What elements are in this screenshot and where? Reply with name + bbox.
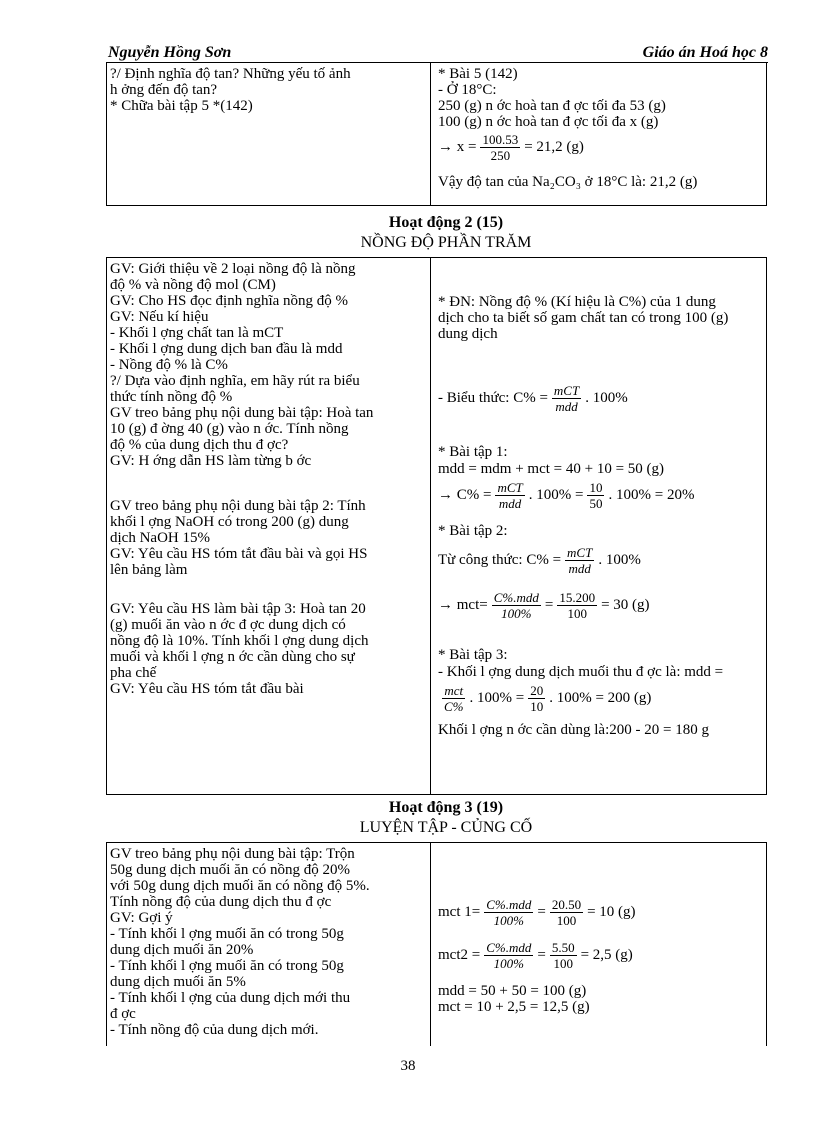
text-line: dung dịch muối ăn 5% [110,974,246,990]
text-line: độ % và nồng độ mol (CM) [110,277,276,293]
table1-divider [430,63,431,205]
table3-divider [430,842,431,1046]
activity3-title: Hoạt động 3 (19) [388,799,504,816]
table2-right-border [766,257,767,794]
text: Từ công thức: C% = [438,552,562,568]
text-line: 250 (g) n ớc hoà tan đ ợc tối đa 53 (g) [438,98,666,114]
eq-prefix: → x = [438,139,477,155]
text-line: GV: Cho HS đọc định nghĩa nồng độ % [110,293,349,309]
exercise3-line2 [438,683,651,714]
fraction [550,897,583,928]
text-line: - Tính khối l ợng muối ăn có trong 50g [110,958,344,974]
text-line: dung dịch [438,326,498,342]
fraction-denominator: 100 [556,913,577,928]
text-line: 50g dung dịch muối ăn có nồng độ 20% [110,862,350,878]
exercise1-title: * Bài tập 1: [438,444,508,460]
text-line: - Nồng độ % là C% [110,357,228,373]
fraction-denominator: 100% [501,606,532,621]
text-line: * Chữa bài tập 5 *(142) [110,98,253,114]
text-line: - Tính nồng độ của dung dịch mới. [110,1022,319,1038]
text: = [537,947,546,963]
fraction [484,897,533,928]
table2-bottom-border [106,794,767,795]
activity3-subtitle: LUYỆN TẬP - CỦNG CỐ [359,819,533,836]
fraction-numerator: 10 [589,480,603,495]
text-line: lên bảng làm [110,562,188,578]
table1-right-border [766,63,767,205]
text: = 30 (g) [601,597,650,613]
section2-left-c [110,601,368,697]
section2-left-b [110,498,367,578]
text-line: GV: Nếu kí hiệu [110,309,209,325]
fraction [480,132,520,163]
table1-bottom-border [106,205,767,206]
mixing-line2 [438,940,633,971]
fraction-denominator: mdd [568,561,591,576]
definition [438,294,728,342]
text-line: GV: Yêu cầu HS làm bài tập 3: Hoà tan 20 [110,601,366,617]
table2-left-border [106,257,107,794]
text-line: - Tính khối l ợng của dung dịch mới thu [110,990,351,1006]
text-line: (g) muối ăn vào n ớc đ ợc dung dịch có [110,617,346,633]
section1-left [110,66,351,114]
fraction-denominator: 100 [553,956,573,971]
table3-left-border [106,842,107,1046]
section3-left [110,846,370,1038]
fraction [528,683,545,714]
text-line: GV: Gợi ý [110,910,173,926]
text-line: GV: Giới thiệu về 2 loại nồng độ là nồng [110,261,356,277]
text-line: GV: H ớng dẫn HS làm từng b ớc [110,453,312,469]
formula-expression [438,383,628,414]
table3-right-border [766,842,767,1046]
fraction-numerator: 5.50 [551,940,575,955]
text-line: với 50g dung dịch muối ăn có nồng độ 5%. [110,878,370,894]
formula-prefix: - Biểu thức: C% = [438,390,548,406]
text-line: đ ợc [110,1006,136,1022]
fraction [552,383,581,414]
text-line: 100 (g) n ớc hoà tan đ ợc tối đa x (g) [438,114,659,130]
formula-suffix: . 100% [585,390,628,406]
text-line: * Bài 5 (142) [438,66,518,82]
mixing-line3: mdd = 50 + 50 = 100 (g) [438,983,587,999]
text-line: Tính nồng độ của dung dịch thu đ ợc [110,894,332,910]
fraction-numerator: mCT [553,383,580,398]
eq-suffix: = 21,2 (g) [524,139,584,155]
page-number: 38 [400,1058,416,1074]
exercise3-title: * Bài tập 3: [438,647,508,663]
exercise2-title: * Bài tập 2: [438,523,508,539]
mixing-line1 [438,897,636,928]
fraction-denominator: 100% [493,956,524,971]
fraction-numerator: mct [444,683,464,698]
text-line: ?/ Định nghĩa độ tan? Những yếu tố ảnh [110,66,351,82]
fraction-denominator: 100 [567,606,587,621]
fraction [484,940,533,971]
text-line: dịch NaOH 15% [110,530,210,546]
section1-right [438,66,666,130]
section2-left-a [110,261,373,469]
text-line: dung dịch muối ăn 20% [110,942,254,958]
fraction-numerator: 15.200 [559,590,596,605]
exercise3-line1: - Khối l ợng dung dịch muối thu đ ợc là: mdd = [438,664,724,680]
text: mct2 = [438,947,481,963]
header-rule [106,62,768,63]
activity2-title: Hoạt động 2 (15) [388,214,504,231]
text-line: ?/ Dựa vào định nghĩa, em hãy rút ra biểu [110,373,360,389]
fraction-denominator: 250 [490,148,511,163]
table2-divider [430,257,431,794]
fraction-denominator: 10 [530,699,544,714]
text: . 100% = 200 (g) [549,690,652,706]
text-line: - Khối l ợng chất tan là mCT [110,325,284,341]
text: mct 1= [438,904,481,920]
text: = 2,5 (g) [580,947,633,963]
exercise2-line1 [438,545,641,576]
fraction-numerator: C%.mdd [493,590,539,605]
fraction-numerator: 100.53 [482,132,519,147]
fraction [492,590,541,621]
fraction-numerator: mCT [567,545,593,560]
text: = 10 (g) [587,904,636,920]
text: . 100% = [528,487,584,503]
header-author: Nguyễn Hồng Sơn [108,44,232,61]
text-line: GV: Yêu cầu HS tóm tắt đầu bài [110,681,304,697]
table2-top-border [106,257,767,258]
fraction-numerator: C%.mdd [486,940,532,955]
fraction [550,940,577,971]
mixing-line4: mct = 10 + 2,5 = 12,5 (g) [438,999,590,1015]
fraction-denominator: 100% [493,913,524,928]
solubility-conclusion: Vậy độ tan của Na₂CO₃ ở 18°C là: 21,2 (g) [438,174,698,190]
fraction-numerator: 20.50 [551,897,582,912]
text-line: thức tính nồng độ % [110,389,233,405]
text: → mct= [438,597,488,613]
fraction-denominator: mdd [555,399,578,414]
text-line: GV treo bảng phụ nội dung bài tập: Hoà tan [110,405,374,421]
fraction-numerator: mCT [497,480,523,495]
text-line: khối l ợng NaOH có trong 200 (g) dung [110,514,349,530]
fraction [587,480,604,511]
fraction [442,683,466,714]
fraction [565,545,594,576]
text-line: nồng độ là 10%. Tính khối l ợng dung dịch [110,633,369,649]
text-line: pha chế [110,665,157,681]
fraction-denominator: mdd [498,496,522,511]
fraction-denominator: C% [444,699,464,714]
fraction-denominator: 50 [589,496,603,511]
table3-top-border [106,842,767,843]
text-line: - Khối l ợng dung dịch ban đầu là mdd [110,341,343,357]
fraction-numerator: C%.mdd [486,897,532,912]
exercise2-line2 [438,590,650,621]
text-line: muối và khối l ợng n ớc cần dùng cho sự [110,649,355,665]
text: = [544,597,554,613]
exercise1-line1: mdd = mdm + mct = 40 + 10 = 50 (g) [438,461,665,477]
fraction-numerator: 20 [530,683,544,698]
text-line: - Ở 18°C: [438,82,497,98]
text-line: h ởng đến độ tan? [110,82,218,98]
text: . 100% = 20% [608,487,695,503]
text: . 100% [598,552,641,568]
text-line: GV treo bảng phụ nội dung bài tập 2: Tính [110,498,366,514]
fraction [557,590,597,621]
text-line: dịch cho ta biết số gam chất tan có trong 100 (g) [438,310,729,326]
text: = [537,904,546,920]
exercise3-line3: Khối l ợng n ớc cần dùng là:200 - 20 = 180 g [438,722,709,738]
text-line: - Tính khối l ợng muối ăn có trong 50g [110,926,344,942]
text-line: GV treo bảng phụ nội dung bài tập: Trộn [110,846,355,862]
text: → C% = [438,487,492,503]
activity2-subtitle: NỒNG ĐỘ PHẦN TRĂM [360,234,532,251]
text: . 100% = [469,690,525,706]
header-course: Giáo án Hoá học 8 [642,44,768,61]
fraction [495,480,524,511]
exercise1-line2 [438,480,694,511]
table1-left-border [106,63,107,205]
text-line: 10 (g) đ ờng 40 (g) vào n ớc. Tính nồng [110,421,349,437]
solubility-equation [438,132,584,163]
text-line: độ % của dung dịch thu đ ợc? [110,437,289,453]
text-line: GV: Yêu cầu HS tóm tắt đầu bài và gọi HS [110,546,368,562]
text-line: * ĐN: Nồng độ % (Kí hiệu là C%) của 1 dung [438,294,716,310]
